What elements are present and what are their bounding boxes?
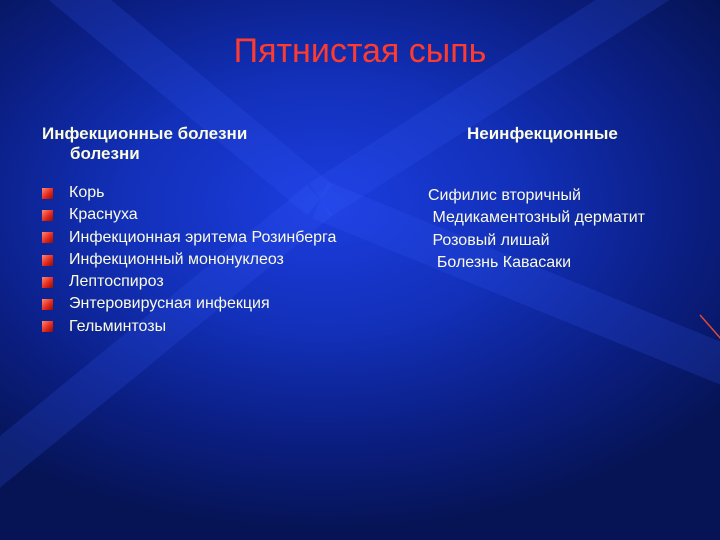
slide-title: Пятнистая сыпь [233, 32, 487, 70]
bullet-icon [42, 321, 53, 332]
list-item: Болезнь Кавасаки [428, 253, 572, 271]
list-item-label: Энтеровирусная инфекция [69, 295, 270, 313]
list-item [42, 271, 336, 293]
infectious-heading-line1: Инфекционные болезни [42, 124, 248, 143]
list-item: Медикаментозный дерматит [428, 209, 645, 227]
list-item [42, 204, 336, 226]
noninfectious-heading: Неинфекционные [467, 124, 618, 143]
bullet-icon [42, 277, 53, 288]
list-item [42, 316, 336, 338]
list-item-label: Корь [69, 184, 105, 201]
infectious-heading [42, 124, 342, 164]
bullet-icon [42, 188, 53, 199]
bullet-icon [42, 210, 53, 221]
noninfectious-list [428, 185, 645, 274]
list-item-label: Лептоспироз [69, 273, 164, 291]
bullet-icon [42, 232, 53, 243]
list-item: Сифилис вторичный [428, 187, 581, 204]
list-item [42, 249, 336, 271]
bullet-icon [42, 299, 53, 310]
bullet-icon [42, 255, 53, 266]
list-item [42, 293, 336, 315]
infectious-list [42, 182, 336, 338]
list-item-label: Инфекционная эритема Розинберга [69, 228, 337, 246]
list-item-label: Краснуха [69, 206, 138, 224]
list-item [42, 227, 336, 249]
list-item: Розовый лишай [428, 231, 550, 249]
list-item-label: Гельминтозы [69, 317, 167, 335]
infectious-heading-line2: болезни [70, 144, 140, 163]
list-item [42, 182, 336, 204]
accent-line [700, 315, 720, 340]
list-item-label: Инфекционный мононуклеоз [69, 250, 284, 268]
